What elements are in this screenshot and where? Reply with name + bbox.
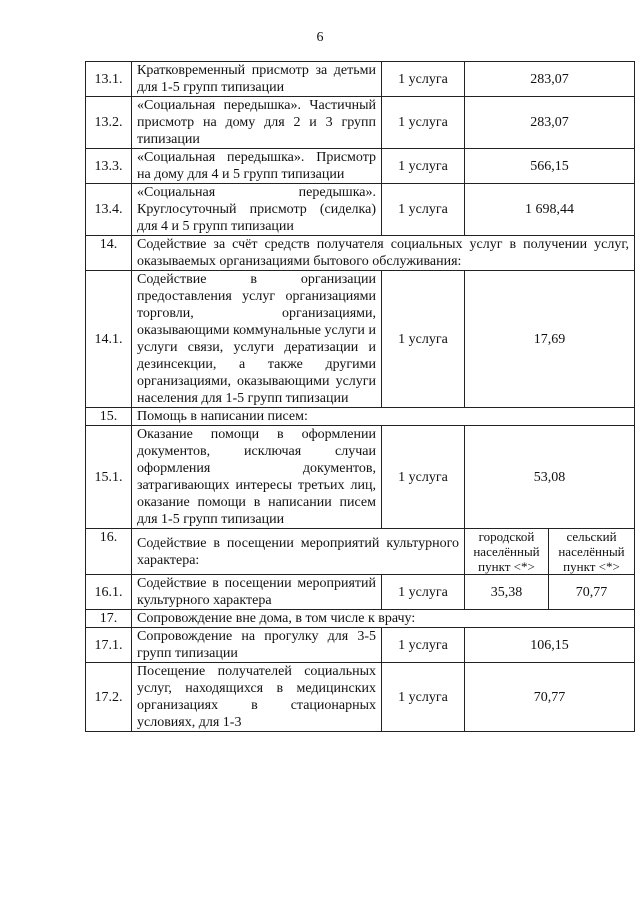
service-description: «Социальная передышка». Частичный присмотр на дому для 2 и 3 групп типизации bbox=[132, 97, 382, 149]
row-number: 14.1. bbox=[86, 271, 132, 408]
row-number: 17. bbox=[86, 610, 132, 628]
unit-cell: 1 услуга bbox=[382, 97, 465, 149]
unit-cell: 1 услуга bbox=[382, 149, 465, 184]
urban-settlement-header: городской населённый пункт <*> bbox=[465, 529, 549, 575]
page-number: 6 bbox=[316, 30, 324, 45]
price-cell: 283,07 bbox=[465, 62, 635, 97]
unit-cell: 1 услуга bbox=[382, 271, 465, 408]
unit-cell: 1 услуга bbox=[382, 628, 465, 663]
section-title: Содействие в посещении мероприятий культурного характера: bbox=[132, 529, 465, 575]
service-description: Сопровождение на прогулку для 3-5 групп типизации bbox=[132, 628, 382, 663]
price-cell: 1 698,44 bbox=[465, 184, 635, 236]
urban-price-cell: 35,38 bbox=[465, 575, 549, 610]
services-price-table bbox=[85, 61, 635, 732]
unit-cell: 1 услуга bbox=[382, 184, 465, 236]
table-row bbox=[86, 149, 635, 184]
unit-cell: 1 услуга bbox=[382, 575, 465, 610]
section-title: Помощь в написании писем: bbox=[132, 408, 635, 426]
row-number: 13.4. bbox=[86, 184, 132, 236]
unit-cell: 1 услуга bbox=[382, 426, 465, 529]
table-row bbox=[86, 663, 635, 732]
service-description: «Социальная передышка». Круглосуточный присмотр (сиделка) для 4 и 5 групп типизации bbox=[132, 184, 382, 236]
table-row bbox=[86, 271, 635, 408]
table-row bbox=[86, 628, 635, 663]
row-number: 14. bbox=[86, 236, 132, 271]
table-row bbox=[86, 184, 635, 236]
rural-price-cell: 70,77 bbox=[549, 575, 635, 610]
section-row bbox=[86, 236, 635, 271]
unit-cell: 1 услуга bbox=[382, 62, 465, 97]
section-row bbox=[86, 610, 635, 628]
row-number: 16. bbox=[86, 529, 132, 575]
price-cell: 17,69 bbox=[465, 271, 635, 408]
service-description: Оказание помощи в оформлении документов, исключая случаи оформления документов, затрагивающих интересы третьих лиц, оказание помощи в написании писем для 1-5 групп типизации bbox=[132, 426, 382, 529]
row-number: 17.1. bbox=[86, 628, 132, 663]
section-row bbox=[86, 408, 635, 426]
service-description: Содействие в организации предоставления услуг организациями торговли, организациями, оказывающими коммунальные услуги и услуги связи, услуги дератизации и дезинсекции, а также другими организациями, оказывающими услуги населения для 1-5 групп типизации bbox=[132, 271, 382, 408]
service-description: Посещение получателей социальных услуг, находящихся в медицинских организациях в стационарных условиях, для 1-3 bbox=[132, 663, 382, 732]
service-description: Кратковременный присмотр за детьми для 1-5 групп типизации bbox=[132, 62, 382, 97]
service-description: Содействие в посещении мероприятий культурного характера bbox=[132, 575, 382, 610]
price-cell: 106,15 bbox=[465, 628, 635, 663]
row-number: 13.1. bbox=[86, 62, 132, 97]
table-row bbox=[86, 97, 635, 149]
row-number: 15.1. bbox=[86, 426, 132, 529]
rural-settlement-header: сельский населённый пункт <*> bbox=[549, 529, 635, 575]
row-number: 13.3. bbox=[86, 149, 132, 184]
price-cell: 566,15 bbox=[465, 149, 635, 184]
table-row bbox=[86, 575, 635, 610]
row-number: 17.2. bbox=[86, 663, 132, 732]
section-row bbox=[86, 529, 635, 575]
service-description: «Социальная передышка». Присмотр на дому для 4 и 5 групп типизации bbox=[132, 149, 382, 184]
price-cell: 283,07 bbox=[465, 97, 635, 149]
row-number: 16.1. bbox=[86, 575, 132, 610]
section-title: Сопровождение вне дома, в том числе к врачу: bbox=[132, 610, 635, 628]
table-row bbox=[86, 62, 635, 97]
price-cell: 70,77 bbox=[465, 663, 635, 732]
price-cell: 53,08 bbox=[465, 426, 635, 529]
table-row bbox=[86, 426, 635, 529]
row-number: 15. bbox=[86, 408, 132, 426]
section-title: Содействие за счёт средств получателя социальных услуг в получении услуг, оказываемых организациями бытового обслуживания: bbox=[132, 236, 635, 271]
unit-cell: 1 услуга bbox=[382, 663, 465, 732]
row-number: 13.2. bbox=[86, 97, 132, 149]
